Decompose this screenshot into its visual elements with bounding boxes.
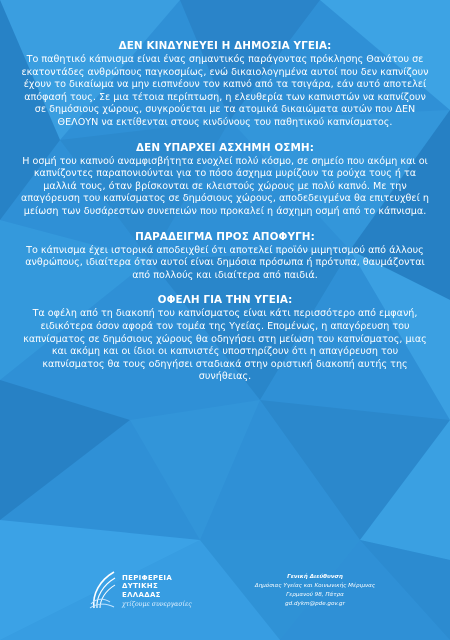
section-title: ΟΦΕΛΗ ΓΙΑ ΤΗΝ ΥΓΕΙΑ: [157, 294, 293, 307]
section-bad-smell [20, 142, 430, 219]
section-body: Το κάπνισμα έχει ιστορικά αποδειχθεί ότι αποτελεί προϊόν μιμητισμού από άλλους ανθρώπους, ιδιαίτερα όταν αυτοί είναι δημόσια πρόσωπα ή πρότυπα, θαυμάζονται από πολλούς και ιδιαίτερα από παιδιά. [25, 244, 425, 281]
logo-tagline: χτίζουμε συνεργασίες [122, 601, 192, 608]
logo-line: ΕΛΛΑΔΑΣ [122, 590, 161, 599]
region-logo-text [122, 574, 172, 599]
section-health-benefits [20, 294, 430, 384]
logo-line: ΠΕΡΙΦΕΡΕΙΑ [122, 574, 173, 582]
section-public-health [20, 40, 430, 130]
contact-email[interactable]: gd.dykm@pde.gov.gr [285, 601, 345, 607]
section-body: Η οσμή του καπνού αναμφισβήτητα ενοχλεί πολύ κόσμο, σε σημείο που ακόμη και οι καπνίζοντες παραπονιούνται για το πόσο άσχημα μυρίζουν τα ρούχα τους ή τα μαλλιά τους, όταν βρίσκονται σε κλειστούς χώρους με πολύ καπνό. Με την απαγόρευση του καπνίσματος σε δημόσιους χώρους, αποδεδειγμένα θα επιτευχθεί η μείωση των δυσάρεστων συνεπειών που προκαλεί η άσχημη οσμή από το κάπνισμα. [21, 155, 429, 217]
region-logo-icon [88, 568, 118, 612]
contact-title: Γενική Διεύθυνση [287, 574, 343, 580]
section-title: ΠΑΡΑΔΕΙΓΜΑ ΠΡΟΣ ΑΠΟΦΥΓΗ: [135, 230, 315, 243]
section-title: ΔΕΝ ΚΙΝΔΥΝΕΥΕΙ Η ΔΗΜΟΣΙΑ ΥΓΕΙΑ: [118, 40, 332, 52]
section-body: Τα οφέλη από τη διακοπή του καπνίσματος είναι κάτι περισσότερο από εμφανή, ειδικότερα όσον αφορά τον τομέα της Υγείας. Επομένως, η απαγόρευση του καπνίσματος σε δημόσιους χώρους θα οδηγήσει στη μείωση του καπνίσματος, μιας και ακόμη και οι ίδιοι οι καπνιστές υποστηρίζουν ότι η απαγόρευση του καπνίσματος θα τους οδηγήσει σταδιακά στην οριστική διακοπή αυτής της συνήθειας. [23, 308, 427, 383]
logo-line: ΔΥΤΙΚΗΣ [122, 582, 159, 591]
section-bad-example [20, 231, 430, 283]
section-body: Το παθητικό κάπνισμα είναι ένας σημαντικός παράγοντας πρόκλησης Θανάτου σε εκατοντάδες ανθρώπους παγκοσμίως, ενώ δικαιολογημένα αυτοί που δεν καπνίζουν έχουν το δικαίωμα να μην εισπνέουν τον καπνό από τα τσιγάρα, εάν αυτό αποτελεί απόφασή τους. Σε μια τέτοια περίπτωση, η ελευθερία των καπνιστών να καπνίζουν σε δημόσιους χώρους, συγκρούεται με τα ατομικά δικαιώματα αυτών που ΔΕΝ ΘΕΛΟΥΝ να εκτίθενται στους κινδύνους του παθητικού καπνίσματος. [21, 54, 429, 128]
document-content [20, 40, 430, 396]
section-title: ΔΕΝ ΥΠΑΡΧΕΙ ΑΣΧΗΜΗ ΟΣΜΗ: [136, 141, 314, 154]
contact-line: Δημόσιας Υγείας και Κοινωνικής Μέριμνας [254, 583, 376, 589]
footer [0, 560, 450, 640]
contact-address: Γερμανού 98, Πάτρα [286, 592, 344, 598]
region-logo [88, 568, 198, 624]
contact-info [245, 573, 385, 609]
